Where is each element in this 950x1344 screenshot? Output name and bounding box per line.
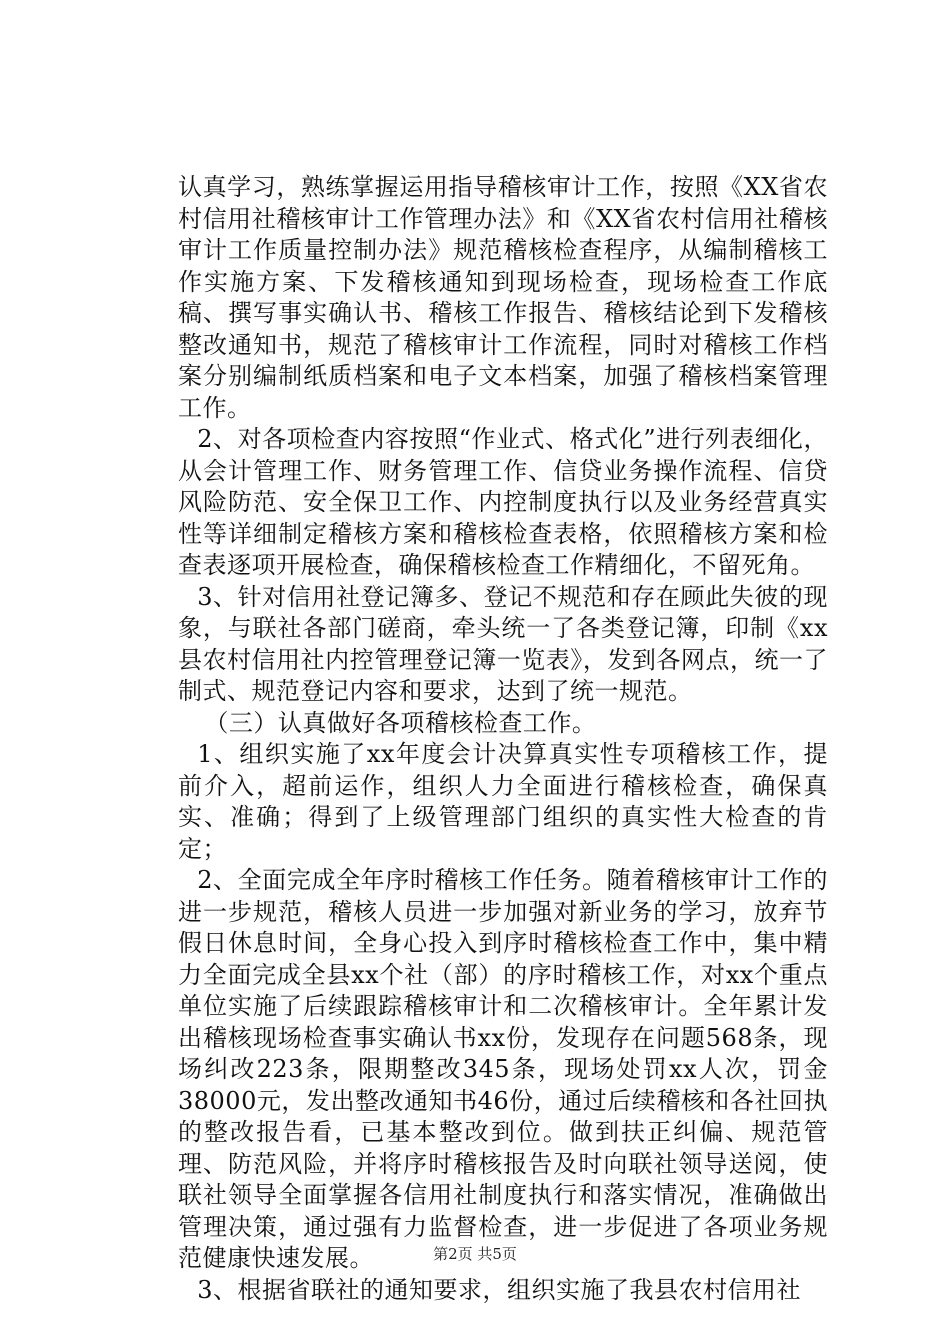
page-footer (0, 1243, 950, 1264)
paragraph-continued: 认真学习，熟练掌握运用指导稽核审计工作，按照《XX省农村信用社稽核审计工作管理办法》和《XX省农村信用社稽核审计工作质量控制办法》规范稽核检查程序，从编制稽核工作实施方案、下发稽核通知到现场检查，现场检查工作底稿、撰写事实确认书、稽核工作报告、稽核结论到下发稽核整改通知书，规范了稽核审计工作流程，同时对稽核工作档案分别编制纸质档案和电子文本档案，加强了稽核档案管理工作。 (178, 173, 828, 422)
paragraph-subitem-3: 3、根据省联社的通知要求，组织实施了我县农村信用社 (197, 1275, 801, 1304)
page-number: 第2页 共5页 (433, 1245, 517, 1263)
paragraph-item-3: 3、针对信用社登记簿多、登记不规范和存在顾此失彼的现象，与联社各部门磋商，牵头统一了各类登记簿，印制《xx县农村信用社内控管理登记簿一览表》，发到各网点，统一了制式、规范登记内容和要求，达到了统一规范。 (178, 582, 828, 705)
document-body (178, 172, 828, 1306)
paragraph-subitem-2: 2、全面完成全年序时稽核工作任务。随着稽核审计工作的进一步规范，稽核人员进一步加强对新业务的学习，放弃节假日休息时间，全身心投入到序时稽核检查工作中，集中精力全面完成全县xx个社（部）的序时稽核工作，对xx个重点单位实施了后续跟踪稽核审计和二次稽核审计。全年累计发出稽核现场检查事实确认书xx份，发现存在问题568条，现场纠改223条，限期整改345条，现场处罚xx人次，罚金38000元，发出整改通知书46份，通过后续稽核和各社回执的整改报告看，已基本整改到位。做到扶正纠偏、规范管理、防范风险，并将序时稽核报告及时向联社领导送阅，使联社领导全面掌握各信用社制度执行和落实情况，准确做出管理决策，通过强有力监督检查，进一步促进了各项业务规范健康快速发展。 (178, 866, 828, 1272)
paragraph-subitem-1: 1、组织实施了xx年度会计决算真实性专项稽核工作，提前介入，超前运作，组织人力全面进行稽核检查，确保真实、准确；得到了上级管理部门组织的真实性大检查的肯定； (178, 740, 828, 863)
paragraph-item-2: 2、对各项检查内容按照“作业式、格式化”进行列表细化，从会计管理工作、财务管理工作、信贷业务操作流程、信贷风险防范、安全保卫工作、内控制度执行以及业务经营真实性等详细制定稽核方案和稽核检查表格，依照稽核方案和检查表逐项开展检查，确保稽核检查工作精细化，不留死角。 (178, 425, 828, 579)
section-heading: （三）认真做好各项稽核检查工作。 (204, 708, 597, 737)
